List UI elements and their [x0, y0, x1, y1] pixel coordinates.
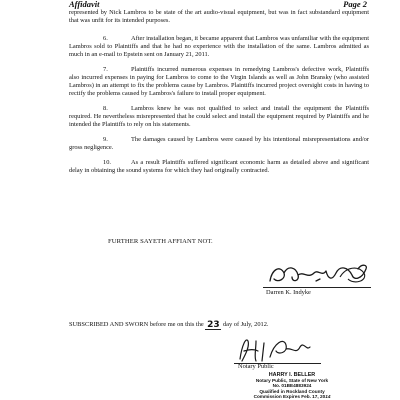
notary-stamp: [232, 373, 352, 399]
jurat-day: 23: [207, 320, 220, 330]
jurat-prefix: SUBSCRIBED AND SWORN before me on this the: [69, 321, 204, 328]
stamp-line-2: No. 01BE4883924: [272, 383, 312, 389]
paragraph-9: [69, 136, 369, 152]
paragraph-number: 10.: [103, 159, 111, 167]
paragraph-text: Lambros knew he was not qualified to select and install the equipment the Plaintiffs required. He nevertheless misrepresented that he could select and install the equipment required by Plaintiffs and he intended the Plaintiffs to rely on his statements.: [69, 104, 369, 128]
stamp-notary-name: HARRY I. BELLER: [268, 372, 316, 378]
stamp-year-handwritten: 14: [325, 393, 331, 399]
closing-statement: FURTHER SAYETH AFFIANT NOT.: [108, 238, 213, 245]
signature-line: [263, 287, 371, 288]
paragraph-text: The damages caused by Lambros were caused by his intentional misrepresentations and/or gross negligence.: [69, 136, 369, 151]
stamp-line-4: [232, 394, 352, 399]
paragraph-number: 9.: [103, 136, 108, 144]
affiant-signature: [262, 259, 382, 289]
paragraph-text: Plaintiffs incurred numerous expenses in remedying Lambros's defective work, Plaintiffs also incurred expenses in paying for Lambros to come to the Virgin Islands as well as John Bransky (who assisted Lambros) in an attempt to fix the problems cause by Lambros. Plaintiffs incurred project oversight costs in having to rectify the problems caused by Lambros's failure to install proper equipment.: [69, 65, 369, 97]
affiant-name: Darren K. Indyke: [266, 289, 311, 296]
stamp-line-1: Notary Public, State of New York: [255, 378, 329, 384]
paragraph-number: 8.: [103, 104, 108, 112]
paragraph-7: [69, 66, 369, 98]
paragraph-8: [69, 105, 369, 129]
header-title: Affidavit: [69, 0, 100, 9]
paragraph-continued: [69, 9, 369, 25]
notary-public-label: Notary Public: [238, 363, 274, 370]
paragraph-text: After installation began, it became apparent that Lambros was unfamiliar with the equipment Lambros sold to Plaintiffs and that he had no experience with the installation of the same. Lambros admitted as much in an e-mail to Epstein sent on January 21, 2011.: [69, 34, 369, 58]
stamp-expiry: Commission Expires Feb. 17, 20: [253, 393, 326, 399]
stamp-line-3: Qualified in Rockland County: [259, 388, 325, 394]
body-paragraphs: [69, 9, 369, 182]
jurat-suffix: day of July, 2012.: [222, 321, 269, 328]
page-number: Page 2: [343, 0, 367, 9]
paragraph-6: [69, 35, 369, 59]
paragraph-number: 6.: [103, 34, 108, 42]
paragraph-number: 7.: [103, 65, 108, 73]
jurat: [69, 320, 269, 329]
paragraph-10: [69, 159, 369, 175]
paragraph-text: represented by Nick Lambros to be state of the art audio-visual equipment, but was in fact substandard equipment that was unfit for its intended purposes.: [69, 9, 369, 24]
paragraph-text: As a result Plaintiffs suffered significant economic harm as detailed above and significant delay in obtaining the sound systems for which they had originally contracted.: [69, 159, 369, 175]
notary-signature: [234, 333, 324, 365]
